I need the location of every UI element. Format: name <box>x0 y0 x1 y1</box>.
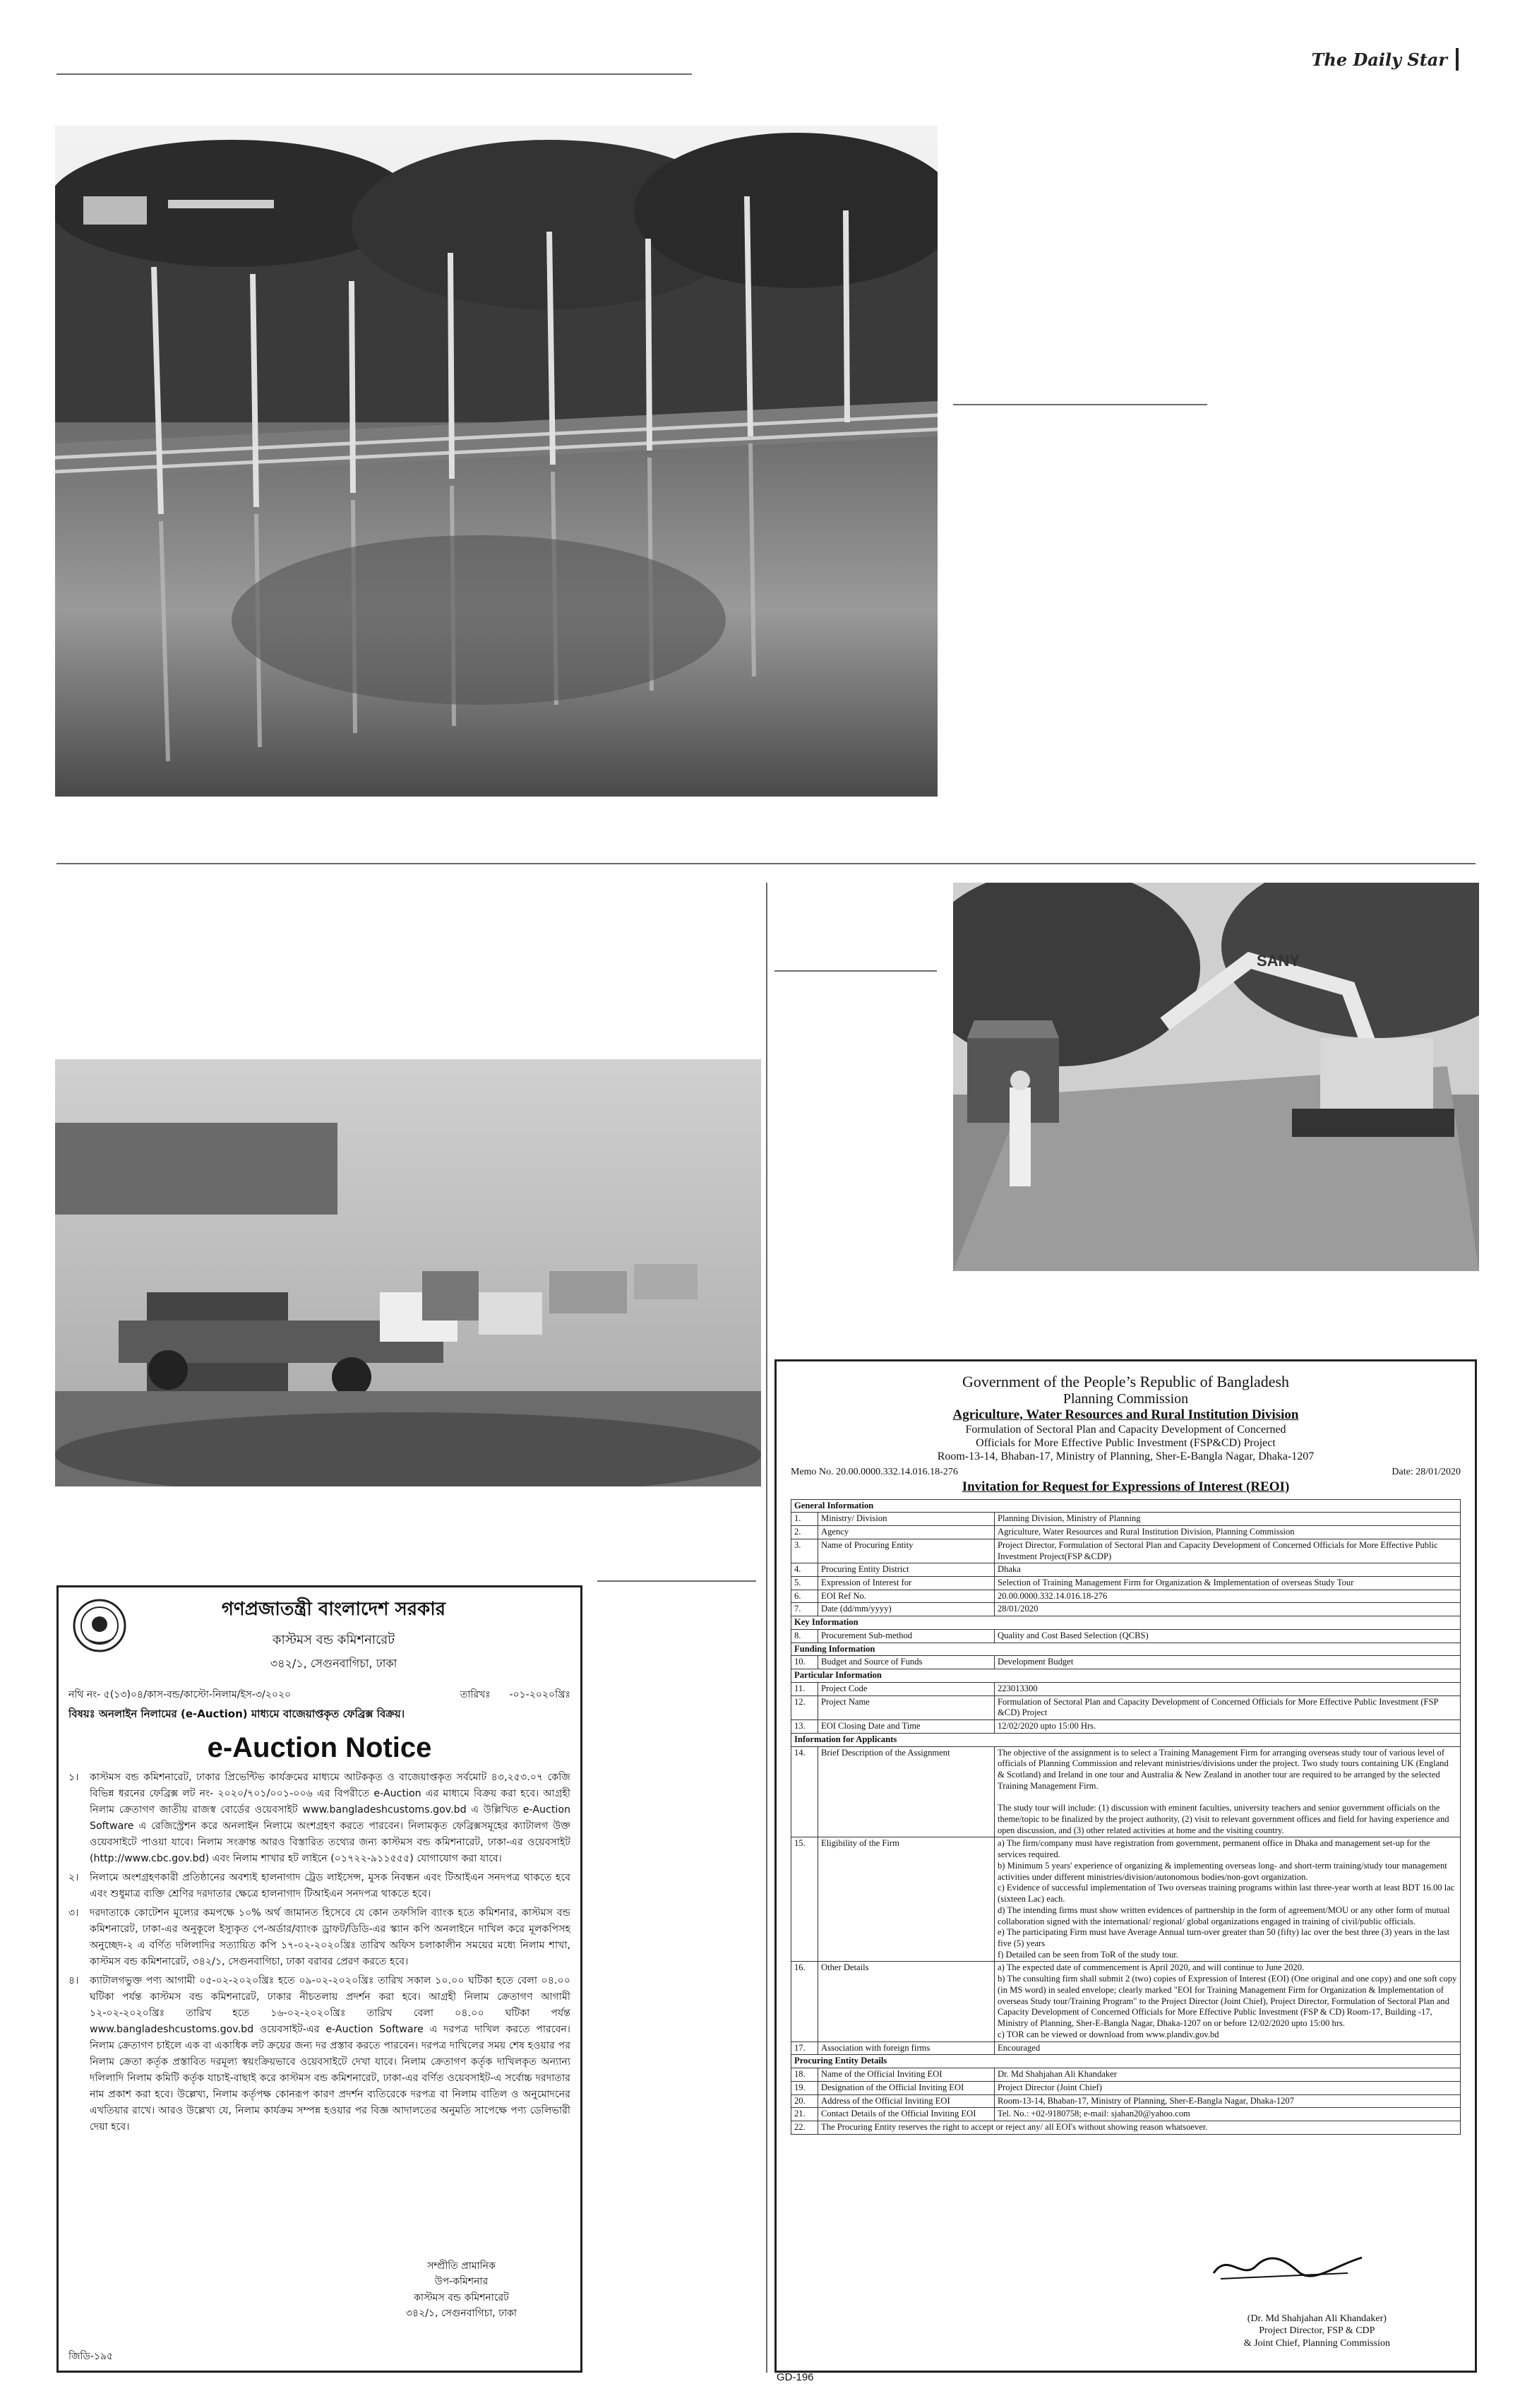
reoi-commission: Planning Commission <box>1063 1391 1189 1407</box>
caption-rule <box>953 404 1207 405</box>
reoi-row-label: Brief Description of the Assignment <box>818 1746 995 1837</box>
reoi-row-value: Agriculture, Water Resources and Rural Institution Division, Planning Commission <box>995 1526 1461 1539</box>
reoi-table-row <box>791 1526 1461 1539</box>
reoi-table-row <box>791 1682 1461 1695</box>
reoi-table-row <box>791 1837 1461 1962</box>
caption-rule-right <box>774 970 937 972</box>
masthead-logo: The Daily Star <box>1311 49 1447 70</box>
reoi-section-heading: Funding Information <box>791 1643 1461 1656</box>
reoi-table-row <box>791 1563 1461 1577</box>
handwritten-signature <box>1207 2245 1369 2287</box>
section-rule <box>56 863 1476 864</box>
reoi-row-value: Planning Division, Ministry of Planning <box>995 1513 1461 1526</box>
reoi-table-row <box>791 2068 1461 2082</box>
reoi-table <box>791 1499 1461 2135</box>
svg-text:SANY: SANY <box>1257 952 1300 970</box>
notice-item: ২। নিলামে অংশগ্রহণকারী প্রতিষ্ঠানের অবশ্যই হালনাগাদ ট্রেড লাইসেন্স, মুসক নিবন্ধন এবং টিআইএন সনদপত্র থাকতে হবে এবং শুধুমাত্র ব্যক্তি শ্রেণির দরদাতার ক্ষেত্রে হালনাগাদ টিআইএন সনদপত্র থাকতে হবে। <box>68 1872 570 1900</box>
reoi-division: Agriculture, Water Resources and Rural Institution Division <box>952 1407 1299 1422</box>
reoi-row-number: 3. <box>791 1539 818 1563</box>
reoi-project-line-1: Formulation of Sectoral Plan and Capacity Development of Concerned <box>965 1424 1286 1436</box>
reoi-row-label: Date (dd/mm/yyyy) <box>818 1603 995 1616</box>
reoi-row-value: 223013300 <box>995 1682 1461 1695</box>
reoi-table-row <box>791 1733 1461 1746</box>
notice-ref-line <box>68 1686 570 1703</box>
reoi-row-number: 8. <box>791 1629 818 1643</box>
reoi-row-value: a) The expected date of commencement is April 2020, and will continue to June 2020. b) The consulting firm shall submit 2 (two) copies of Expression of Interest (EOI) (One original and one copy) and one soft copy (in MS word) in sealed envelope; clearly marked "EOI for Training Management Firm for Organization & Implementation of overseas Study tour/Training Program" to the Project Director (Joint Chief), Project Director, Formulation of Sectoral Plan and Capacity Development of Concerned Officials for More Effective Public Investment (FSP & CD) Room-17, Building -17, Ministry of Planning, Sher-E-Bangla Nagar, Dhaka-1207 on or before 12/02/2020 upto 15:00 hrs. c) TOR can be viewed or download from www.plandiv.gov.bd <box>995 1962 1461 2042</box>
reoi-row-number: 17. <box>791 2042 818 2055</box>
notice-ref-no: নথি নং- ৫(১৩)০৪/কাস-বন্ড/কাস্টো-নিলাম/ইস-৩/২০২০ <box>68 1689 292 1700</box>
notice-item: ৪। ক্যাটালগভুক্ত পণ্য আগামী ০৫-০২-২০২০খ্রিঃ হতে ০৯-০২-২০২০খ্রিঃ তারিখ সকাল ১০.০০ ঘটিকা হতে বেলা ০৪.০০ ঘটিকা পর্যন্ত কাস্টমস বন্ড কমিশনারেট, ঢাকার নীচতলায় প্রদর্শন করা হবে। আগ্রহী নিলাম ক্রেতাগণ আগামী ১২-০২-২০২০খ্রিঃ তারিখ হতে ১৬-০২-২০২০খ্রিঃ তারিখ বেলা ০৪.০০ ঘটিকা পর্যন্ত www.bangladeshcustoms.gov.bd ওয়েবসাইট-এর e-Auction Software এ দরপত্র দাখিল করতে পারবেন। নিলাম ক্রেতাগণ চাইলে এক বা একাধিক লট ক্রয়ের জন্য দর প্রস্তাব করতে পারবেন। দরপত্র দাখিলের সময় শেষ হওয়ার পর নিলাম ক্রেতা কর্তৃক প্রস্তাবিত দরমূল্য স্বয়ংক্রিয়ভাবে ওয়েবসাইটে দেখা যাবে। নিলাম ক্রেতাগণ কর্তৃক দাখিলকৃত অন্যান্য দলিলাদি নিলাম কমিটি কর্তৃক যাচাই-বাছাই করে কাস্টমস বন্ড কমিশনারেট, ঢাকা-এর বর্ণিত ওয়েবসাইট-এ সর্বোচ্চ দরদাতার নাম প্রকাশ করা হবে। উল্লেখ্য, নিলাম কর্তৃপক্ষ কোনরূপ কারণ প্রদর্শন ব্যতিরেকে দরপত্র বা নিলাম বাতিল ও অনুমোদনের এখতিয়ার রাখে। আরও উল্লেখ্য যে, নিলাম কার্যক্রম সম্পন্ন হওয়ার পর বিজ্ঞ আদালতের অনুমতি সাপেক্ষে পণ্য ডেলিভারী দেয়া হবে। <box>68 1975 570 2133</box>
reoi-row-number: 18. <box>791 2068 818 2082</box>
notice-address: ৩৪২/১, সেগুনবাগিচা, ঢাকা <box>270 1657 397 1670</box>
reoi-row-number: 21. <box>791 2108 818 2121</box>
reoi-row-note: The Procuring Entity reserves the right to accept or reject any/ all EOI's without showing reason whatsoever. <box>818 2121 1461 2135</box>
reoi-row-label: EOI Ref No. <box>818 1590 995 1603</box>
photo-foggy-highway-trucks <box>55 1059 761 1486</box>
reoi-row-label: Name of the Official Inviting EOI <box>818 2068 995 2082</box>
notice-subject: বিষয়ঃ অনলাইন নিলামের (e-Auction) মাধ্যমে বাজেয়াপ্তকৃত ফেব্রিক্স বিক্রয়। <box>68 1707 405 1720</box>
reoi-row-number: 6. <box>791 1590 818 1603</box>
reoi-table-row <box>791 1656 1461 1669</box>
reoi-row-number: 22. <box>791 2121 818 2135</box>
reoi-row-label: Name of Procuring Entity <box>818 1539 995 1563</box>
photo-pond-fence <box>55 126 938 797</box>
reoi-row-value: Project Director (Joint Chief) <box>995 2081 1461 2094</box>
reoi-project-line-2: Officials for More Effective Public Investment (FSP&CD) Project <box>976 1437 1276 1450</box>
e-auction-notice <box>56 1585 582 2373</box>
reoi-row-value: a) The firm/company must have registration from government, permanent office in Dhaka and management set-up for the services required. b) Minimum 5 years' experience of organizing & implementing overseas long- and short-term training/study tour management activities under different ministries/division/autonomous bodies/non-govt organization. c) Evidence of successful implementation of Two overseas training programs within last three-year worth at least BDT 16.00 lac (sixteen Lac) each. d) The intending firms must show written evidences of partnership in the form of agreement/MOU or any other form of mutual collaboration signed with the international/ regional/ global organizations engaged in training of civil/public officials. e) The participating Firm must have Average Annual turn-over greater than 50 (fifty) lac over the best three (3) years in the last five (5) years f) Detailed can be seen from ToR of the study tour. <box>995 1837 1461 1962</box>
reoi-row-label: Project Name <box>818 1695 995 1719</box>
reoi-row-number: 16. <box>791 1962 818 2042</box>
reoi-row-value: 20.00.0000.332.14.016.18-276 <box>995 1590 1461 1603</box>
reoi-row-number: 15. <box>791 1837 818 1962</box>
reoi-row-value: Project Director, Formulation of Sectoral Plan and Capacity Development of Concerned Officials for More Effective Public Investment Project(FSP &CDP) <box>995 1539 1461 1563</box>
reoi-row-number: 12. <box>791 1695 818 1719</box>
reoi-row-label: Association with foreign firms <box>818 2042 995 2055</box>
reoi-row-label: Other Details <box>818 1962 995 2042</box>
notice-title: e-Auction Notice <box>207 1732 432 1763</box>
reoi-row-label: Contact Details of the Official Inviting EOI <box>818 2108 995 2121</box>
notice-items <box>68 1770 570 2135</box>
bangladesh-emblem-icon <box>71 1597 128 1654</box>
reoi-row-label: Agency <box>818 1526 995 1539</box>
reoi-date: Date: 28/01/2020 <box>1392 1466 1461 1477</box>
reoi-section-heading: Procuring Entity Details <box>791 2055 1461 2068</box>
reoi-row-value: Room-13-14, Bhaban-17, Ministry of Planning, Sher-E-Bangla Nagar, Dhaka-1207 <box>995 2094 1461 2108</box>
reoi-row-label: EOI Closing Date and Time <box>818 1720 995 1734</box>
notice-item: ৩। দরদাতাকে কোটেশন মূল্যের কমপক্ষে ১০% অর্থ জামানত হিসেবে যে কোন তফসিলি ব্যাংক হতে কমিশনার, কাস্টমস বন্ড কমিশনারেট, ঢাকা-এর অনুকূলে ইস্যুকৃত পে-অর্ডার/ব্যাংক ড্রাফট/ডিডি-এর স্ক্যান কপি অনলাইনে দাখিল করে মূলকপিসহ অনুচ্ছেদ-২ এ বর্ণিত দলিলাদির সত্যায়িত কপি ১৭-০২-২০২০খ্রিঃ তারিখ অফিস চলাকালীন সময়ের মধ্যে নিলাম শাখা, কাস্টমস বন্ড কমিশনারেট, ৩৪২/১, সেগুনবাগিচা, ঢাকা বরাবর প্রেরণ করতে হবে। <box>68 1907 570 1967</box>
reoi-row-label: Designation of the Official Inviting EOI <box>818 2081 995 2094</box>
reoi-row-value: 12/02/2020 upto 15:00 Hrs. <box>995 1720 1461 1734</box>
reoi-table-row <box>791 2108 1461 2121</box>
reoi-address: Room-13-14, Bhaban-17, Ministry of Planning, Sher-E-Bangla Nagar, Dhaka-1207 <box>937 1450 1315 1463</box>
reoi-table-row <box>791 1669 1461 1683</box>
reoi-row-number: 14. <box>791 1746 818 1837</box>
reoi-row-number: 4. <box>791 1563 818 1577</box>
reoi-table-row <box>791 1539 1461 1563</box>
reoi-row-value: Encouraged <box>995 2042 1461 2055</box>
reoi-row-label: Procuring Entity District <box>818 1563 995 1577</box>
reoi-table-row <box>791 1695 1461 1719</box>
reoi-row-value: Formulation of Sectoral Plan and Capacity Development of Concerned Officials for More Effective Public Investment (FSP &CD) Project <box>995 1695 1461 1719</box>
reoi-row-value: Quality and Cost Based Selection (QCBS) <box>995 1629 1461 1643</box>
reoi-table-row <box>791 1590 1461 1603</box>
reoi-row-value: Development Budget <box>995 1656 1461 1669</box>
notice-item: ১। কাস্টমস বন্ড কমিশনারেট, ঢাকার প্রিভেন্টিভ কার্যক্রমের মাধ্যমে আটককৃত ও বাজেয়াপ্তকৃত সর্বমোট ৪৩,২৫৩.০৭ কেজি বিভিন্ন ধরনের ফেব্রিক্স লট নং- ২০২০/৭০১/০০১-০০৬ এর বিপরীতে e-Auction এর মাধ্যমে বিক্রয় করা হবে। আগ্রহী নিলাম ক্রেতাগণ জাতীয় রাজস্ব বোর্ডের ওয়েবসাইট www.bangladeshcustoms.gov.bd এ উল্লিখিত e-Auction Software এ রেজিস্ট্রেশন করে অনলাইন নিলামে অংশগ্রহণ করতে পারবেন। নিলামকৃত ফেব্রিক্সসমূহের ক্যাটালগ উক্ত ওয়েবসাইটে পাওয়া যাবে। নিলাম সংক্রান্ত আরও বিস্তারিত তথ্যের জন্য কাস্টমস বন্ড কমিশনারেট, ঢাকা-এর ওয়েবসাইট (http://www.cbc.gov.bd) এবং নিলাম শাখার হট লাইনে (০১৭২২-৯১১৫৫৫) যোগাযোগ করা যাবে। <box>68 1772 570 1864</box>
reoi-row-number: 2. <box>791 1526 818 1539</box>
reoi-section-heading: General Information <box>791 1499 1461 1513</box>
notice-date: তারিখঃ -০১-২০২০খ্রিঃ <box>460 1689 570 1700</box>
reoi-government: Government of the People’s Republic of Bangladesh <box>962 1373 1290 1390</box>
reoi-table-row <box>791 2094 1461 2108</box>
photo-demolition-excavator <box>953 883 1479 1271</box>
caption-rule-middle <box>597 1580 756 1582</box>
reoi-table-row <box>791 1962 1461 2042</box>
reoi-row-number: 7. <box>791 1603 818 1616</box>
reoi-row-value: Dr. Md Shahjahan Ali Khandaker <box>995 2068 1461 2082</box>
reoi-table-row <box>791 1499 1461 1513</box>
reoi-row-label: Eligibility of the Firm <box>818 1837 995 1962</box>
top-rule-left <box>56 73 692 75</box>
notice-gd-code: জিডি-১৯৫ <box>68 2351 114 2362</box>
reoi-row-number: 13. <box>791 1720 818 1734</box>
reoi-memo-line <box>791 1467 1461 1478</box>
masthead-bar <box>1456 48 1459 71</box>
reoi-gd-code: GD-196 <box>777 2371 814 2383</box>
reoi-row-label: Expression of Interest for <box>818 1576 995 1590</box>
reoi-memo: Memo No. 20.00.0000.332.14.016.18-276 <box>791 1466 958 1477</box>
reoi-title: Invitation for Request for Expressions of Interest (REOI) <box>962 1479 1290 1494</box>
reoi-table-row <box>791 1629 1461 1643</box>
reoi-table-row <box>791 1720 1461 1734</box>
notice-office: কাস্টমস বন্ড কমিশনারেট <box>272 1633 395 1647</box>
reoi-row-number: 19. <box>791 2081 818 2094</box>
reoi-row-label: Address of the Official Inviting EOI <box>818 2094 995 2108</box>
reoi-signature-block: (Dr. Md Shahjahan Ali Khandaker) Project Director, FSP & CDP & Joint Chief, Planning Commission <box>1243 2313 1390 2349</box>
reoi-row-label: Project Code <box>818 1682 995 1695</box>
reoi-notice <box>774 1359 1477 2373</box>
reoi-row-value: Selection of Training Management Firm for Organization & Implementation of overseas Study Tour <box>995 1576 1461 1590</box>
reoi-row-label: Procurement Sub-method <box>818 1629 995 1643</box>
reoi-row-number: 11. <box>791 1682 818 1695</box>
reoi-table-row <box>791 1616 1461 1630</box>
reoi-row-number: 1. <box>791 1513 818 1526</box>
reoi-row-number: 10. <box>791 1656 818 1669</box>
reoi-table-row <box>791 1603 1461 1616</box>
reoi-table-row <box>791 2042 1461 2055</box>
column-divider <box>766 883 767 2373</box>
notice-government: গণপ্রজাতন্ত্রী বাংলাদেশ সরকার <box>221 1599 446 1620</box>
reoi-row-number: 20. <box>791 2094 818 2108</box>
reoi-section-heading: Information for Applicants <box>791 1733 1461 1746</box>
reoi-row-value: Dhaka <box>995 1563 1461 1577</box>
reoi-table-row <box>791 1576 1461 1590</box>
reoi-row-label: Budget and Source of Funds <box>818 1656 995 1669</box>
reoi-section-heading: Key Information <box>791 1616 1461 1630</box>
reoi-row-label: Ministry/ Division <box>818 1513 995 1526</box>
reoi-row-value: The objective of the assignment is to select a Training Management Firm for arranging overseas study tour of various level of officials of Planning Commission and relevant ministries/divisions under the project. Two study tours containing UK (England & Scotland) and Ireland in one tour and Australia & New Zealand in another tour are required to be arranged by the selected Training Management Firm. The study tour will include: (1) discussion with eminent faculties, university teachers and senior government officials on the theme/topic to be finalized by the project authority, (2) visit to relevant government offices and field for having experience and open discussion, and (3) other related activities at home and the visiting country. <box>995 1746 1461 1837</box>
reoi-row-number: 5. <box>791 1576 818 1590</box>
reoi-row-value: 28/01/2020 <box>995 1603 1461 1616</box>
reoi-table-row <box>791 1643 1461 1656</box>
reoi-row-value: Tel. No.: +02-9180758; e-mail: sjahan20@yahoo.com <box>995 2108 1461 2121</box>
reoi-table-row <box>791 1513 1461 1526</box>
reoi-table-row <box>791 2081 1461 2094</box>
reoi-section-heading: Particular Information <box>791 1669 1461 1683</box>
reoi-table-row <box>791 1746 1461 1837</box>
reoi-table-row <box>791 2121 1461 2135</box>
reoi-table-row <box>791 2055 1461 2068</box>
notice-signature: সম্প্রীতি প্রামানিক উপ-কমিশনার কাস্টমস বন্ড কমিশনারেট ৩৪২/১, সেগুনবাগিচা, ঢাকা <box>405 2260 517 2320</box>
